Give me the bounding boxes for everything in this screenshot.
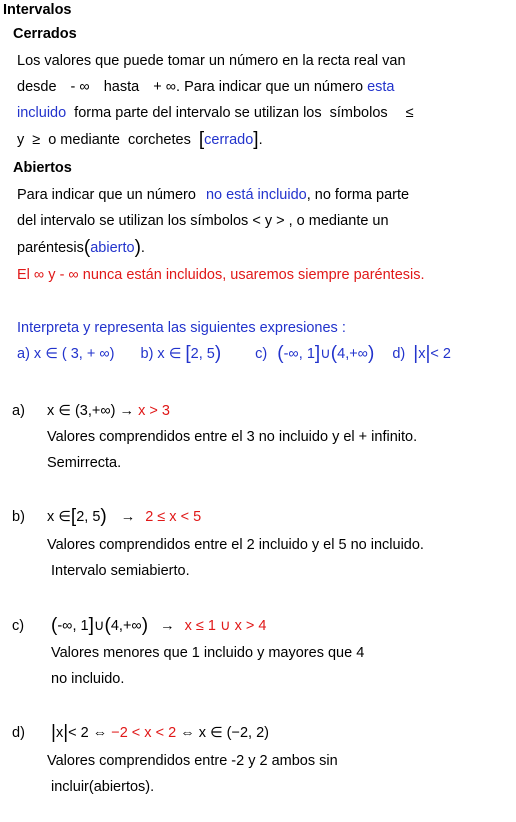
text-period: . [258,132,263,148]
paren-close: ) [368,343,375,364]
bracket-close: ] [253,129,259,150]
answer-a-text-1: Valores comprendidos entre el 3 no incluido y el + infinito. [47,429,418,445]
text-para-indicar: Para indicar que un número [17,187,196,203]
text-minus-infinity: - ∞ [70,79,90,95]
text-simbolos: símbolos [329,105,388,121]
cerrados-line-3 [17,103,414,123]
paren-close: ) [134,237,141,258]
paren-close: ) [141,615,149,636]
abs-bar-left: | [51,722,56,743]
answer-c-expression [51,616,266,636]
bracket-open: [ [185,343,191,364]
arrow-symbol: → [120,509,136,525]
exercise-item-b: b) x ∈ [140,346,182,362]
answer-d-label: d) [12,725,25,741]
answer-a-result: x > 3 [138,403,170,419]
bracket-open: [ [198,129,205,150]
arrow-symbol: → [160,618,175,634]
abs-bar-left: | [413,343,419,364]
answer-c-text-1: Valores menores que 1 incluido y mayores que 4 [51,645,365,661]
text-abierto: abierto [90,240,135,256]
text-period: . [140,240,145,256]
text-parentesis: paréntesis [17,240,84,256]
exercise-c-values-1: -∞, 1 [283,346,315,362]
paren-open: ( [51,615,58,636]
page-title: Intervalos [3,2,72,18]
answer-c-text-2: no incluido. [51,671,125,687]
paren-close: ) [100,506,107,527]
answer-d-expression [51,723,269,743]
answer-c-expr-values-1: -∞, 1 [57,618,89,634]
text-no-forma-parte: , no forma parte [306,187,410,203]
answer-b-result: 2 ≤ x < 5 [145,509,202,525]
answer-d-interval: ⇔ x ∈ (−2, 2) [180,725,269,741]
abiertos-line-2: del intervalo se utilizan los símbolos < y > , o mediante un [17,213,389,229]
paren-open: ( [83,237,91,258]
answer-c-expr-values-2: 4,+∞ [110,618,142,634]
paren-open: ( [104,615,111,636]
answer-c-label: c) [12,618,25,634]
answer-a-text-2: Semirrecta. [47,455,122,471]
answer-b-expr-var: x ∈ [47,509,71,525]
answer-c-result: x ≤ 1 ∪ x > 4 [184,618,267,634]
answer-b-label: b) [12,509,25,525]
section-heading-cerrados: Cerrados [13,26,77,42]
exercise-item-c: c) [255,346,268,362]
cerrados-line-1: Los valores que puede tomar un número en la recta real van [17,53,406,69]
text-forma-parte: forma parte del intervalo se utilizan los [74,105,322,121]
text-esta: esta [367,79,395,95]
section-heading-abiertos: Abiertos [13,160,72,176]
text-o-mediante: o mediante [48,132,120,148]
text-cerrado: cerrado [204,132,254,148]
answer-a-expression [47,401,170,421]
text-geq-symbol: ≥ [32,132,41,148]
exercise-item-a: a) x ∈ ( 3, + ∞) [17,346,115,362]
abiertos-line-3 [17,238,145,258]
text-hasta: hasta [103,79,140,95]
text-desde: desde [17,79,57,95]
text-no-esta-incluido: no está incluido [205,187,307,203]
text-plus-infinity-sentence: + ∞. Para indicar que un número [153,79,364,95]
answer-b-text-1: Valores comprendidos entre el 2 incluido y el 5 no incluido. [47,537,424,553]
bracket-close: ] [314,343,321,364]
exercise-prompt: Interpreta y representa las siguientes expresiones : [17,320,346,336]
cerrados-line-2 [17,77,395,97]
paren-open: ( [330,343,338,364]
answer-d-expr-var: x [55,725,64,741]
answer-b-text-2: Intervalo semiabierto. [51,563,190,579]
exercise-items [17,344,451,364]
abs-bar-right: | [63,722,69,743]
abs-bar-right: | [425,343,431,364]
paren-open: ( [277,343,284,364]
answer-d-result: −2 < x < 2 [111,725,177,741]
abiertos-line-4-infinity-note: El ∞ y - ∞ nunca están incluidos, usaremos siempre paréntesis. [17,267,425,283]
cerrados-line-4 [17,130,263,150]
text-incluido: incluido [17,105,67,121]
text-y: y [17,132,25,148]
answer-d-expr-lhs: < 2 ⇔ [68,725,108,741]
text-leq-symbol: ≤ [405,105,414,121]
exercise-d-rhs: < 2 [430,346,451,362]
exercise-d-var: x [418,346,426,362]
text-corchetes: corchetes [127,132,191,148]
answer-d-text-1: Valores comprendidos entre -2 y 2 ambos sin [47,753,338,769]
union-symbol: ∪ [320,346,331,362]
bracket-open: [ [70,506,77,527]
exercise-item-d: d) [392,346,406,362]
bracket-close: ] [88,615,94,636]
abiertos-line-1 [17,185,409,205]
answer-a-label: a) [12,403,25,419]
exercise-c-values-2: 4,+∞ [337,346,369,362]
union-symbol: ∪ [93,618,105,634]
answer-b-expression [47,507,201,527]
answer-d-text-2: incluir(abiertos). [51,779,155,795]
answer-b-expr-values: 2, 5 [76,509,101,525]
paren-close: ) [214,343,222,364]
exercise-b-values: 2, 5 [190,346,215,362]
answer-a-expr: x ∈ (3,+∞) → [47,403,135,419]
